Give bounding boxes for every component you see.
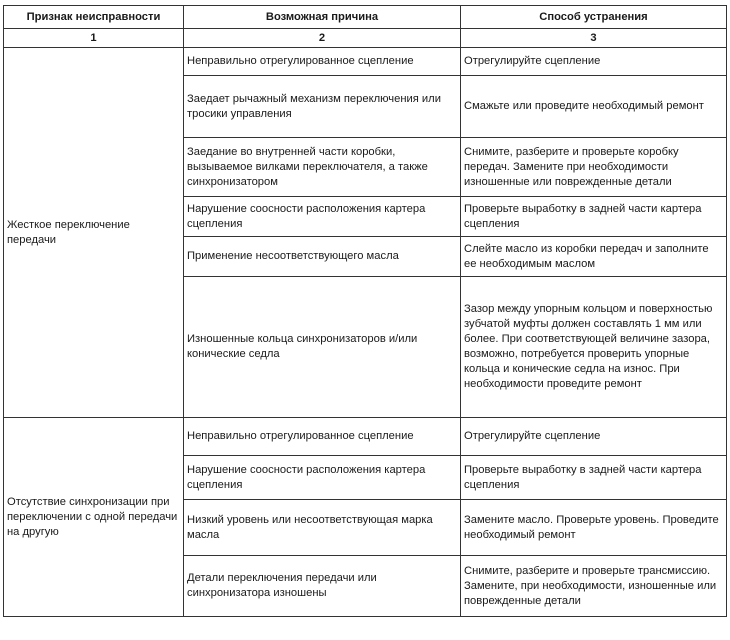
column-number: 3 [461,29,727,48]
cause-cell: Низкий уровень или несоответствующая марка масла [184,500,461,556]
symptom-cell: Жесткое переключение передачи [4,48,184,418]
cause-cell: Заедание во внутренней части коробки, вызываемое вилками переключателя, а также синхронизатором [184,138,461,197]
remedy-cell: Зазор между упорным кольцом и поверхностью зубчатой муфты должен составлять 1 мм или более. При соответствующей величине зазора, возможно, потребуется проверить упорные кольца и конические седла на износ. При необходимости проведите ремонт [461,277,727,418]
header-row [4,6,727,29]
cause-cell: Изношенные кольца синхронизаторов и/или конические седла [184,277,461,418]
cause-cell: Неправильно отрегулированное сцепление [184,418,461,456]
table-row [4,48,727,76]
column-number: 2 [184,29,461,48]
remedy-cell: Снимите, разберите и проверьте коробку передач. Замените при необходимости изношенные или поврежденные детали [461,138,727,197]
remedy-cell: Отрегулируйте сцепление [461,418,727,456]
remedy-cell: Слейте масло из коробки передач и заполните ее необходимым маслом [461,237,727,277]
header-symptom: Признак неисправности [4,6,184,29]
cause-cell: Неправильно отрегулированное сцепление [184,48,461,76]
remedy-cell: Смажьте или проведите необходимый ремонт [461,76,727,138]
cause-cell: Нарушение соосности расположения картера сцепления [184,456,461,500]
cause-cell: Детали переключения передачи или синхронизатора изношены [184,556,461,617]
table-row [4,418,727,456]
column-number: 1 [4,29,184,48]
remedy-cell: Замените масло. Проверьте уровень. Проведите необходимый ремонт [461,500,727,556]
troubleshooting-table [3,5,727,617]
symptom-cell: Отсутствие синхронизации при переключении с одной передачи на другую [4,418,184,617]
remedy-cell: Проверьте выработку в задней части картера сцепления [461,197,727,237]
remedy-cell: Отрегулируйте сцепление [461,48,727,76]
remedy-cell: Проверьте выработку в задней части картера сцепления [461,456,727,500]
header-remedy: Способ устранения [461,6,727,29]
cause-cell: Заедает рычажный механизм переключения или тросики управления [184,76,461,138]
remedy-cell: Снимите, разберите и проверьте трансмиссию. Замените, при необходимости, изношенные или поврежденные детали [461,556,727,617]
header-cause: Возможная причина [184,6,461,29]
cause-cell: Нарушение соосности расположения картера сцепления [184,197,461,237]
cause-cell: Применение несоответствующего масла [184,237,461,277]
column-number-row [4,29,727,48]
